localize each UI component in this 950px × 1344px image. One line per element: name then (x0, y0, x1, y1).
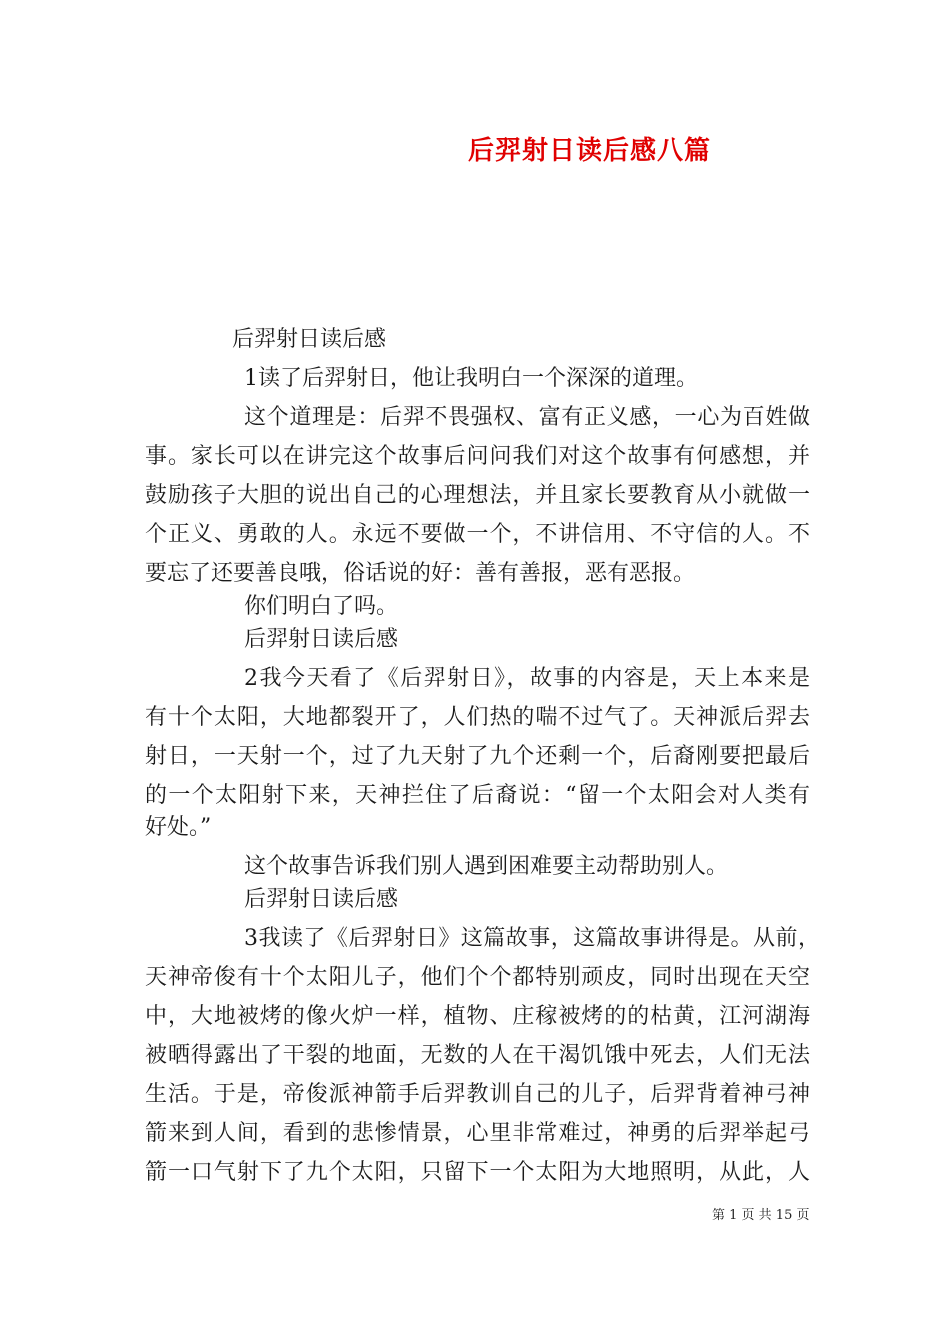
paragraph-line: 好处。” (145, 815, 212, 840)
paragraph-line: 1读了后羿射日，他让我明白一个深深的道理。 (244, 366, 698, 391)
section-heading: 后羿射日读后感 (244, 627, 399, 652)
paragraph-line: 这个故事告诉我们别人遇到困难要主动帮助别人。 (244, 854, 729, 879)
paragraph-line: 生活。于是，帝俊派神箭手后羿教训自己的儿子，后羿背着神弓神 (145, 1082, 810, 1107)
paragraph-line: 这个道理是：后羿不畏强权、富有正义感，一心为百姓做 (244, 405, 810, 430)
paragraph-line: 被晒得露出了干裂的地面，无数的人在干渴饥饿中死去，人们无法 (145, 1043, 810, 1068)
paragraph-line: 箭来到人间，看到的悲惨情景，心里非常难过，神勇的后羿举起弓 (145, 1121, 810, 1146)
paragraph-line: 射日，一天射一个，过了九天射了九个还剩一个，后裔刚要把最后 (145, 744, 810, 769)
paragraph-line: 3我读了《后羿射日》这篇故事，这篇故事讲得是。从前， (244, 926, 820, 951)
paragraph-line: 事。家长可以在讲完这个故事后问问我们对这个故事有何感想，并 (145, 444, 810, 469)
document-title: 后羿射日读后感八篇 (468, 136, 712, 166)
paragraph-line: 要忘了还要善良哦，俗话说的好：善有善报，恶有恶报。 (145, 561, 696, 586)
paragraph-line: 鼓励孩子大胆的说出自己的心理想法，并且家长要教育从小就做一 (145, 483, 810, 508)
section-heading: 后羿射日读后感 (244, 887, 399, 912)
paragraph-line: 箭一口气射下了九个太阳，只留下一个太阳为大地照明，从此，人 (145, 1160, 810, 1185)
paragraph-line: 2我今天看了《后羿射日》，故事的内容是，天上本来是 (244, 666, 810, 691)
paragraph-line: 的一个太阳射下来，天神拦住了后裔说：“留一个太阳会对人类有 (145, 783, 810, 808)
paragraph-line: 个正义、勇敢的人。永远不要做一个，不讲信用、不守信的人。不 (145, 522, 810, 547)
paragraph-line: 天神帝俊有十个太阳儿子，他们个个都特别顽皮，同时出现在天空 (145, 965, 810, 990)
paragraph-line: 有十个太阳，大地都裂开了，人们热的喘不过气了。天神派后羿去 (145, 705, 810, 730)
page-number: 第 1 页 共 15 页 (712, 1208, 810, 1223)
paragraph-line: 中，大地被烤的像火炉一样，植物、庄稼被烤的的枯黄，江河湖海 (145, 1004, 810, 1029)
section-heading: 后羿射日读后感 (232, 327, 387, 352)
paragraph-line: 你们明白了吗。 (244, 594, 399, 619)
